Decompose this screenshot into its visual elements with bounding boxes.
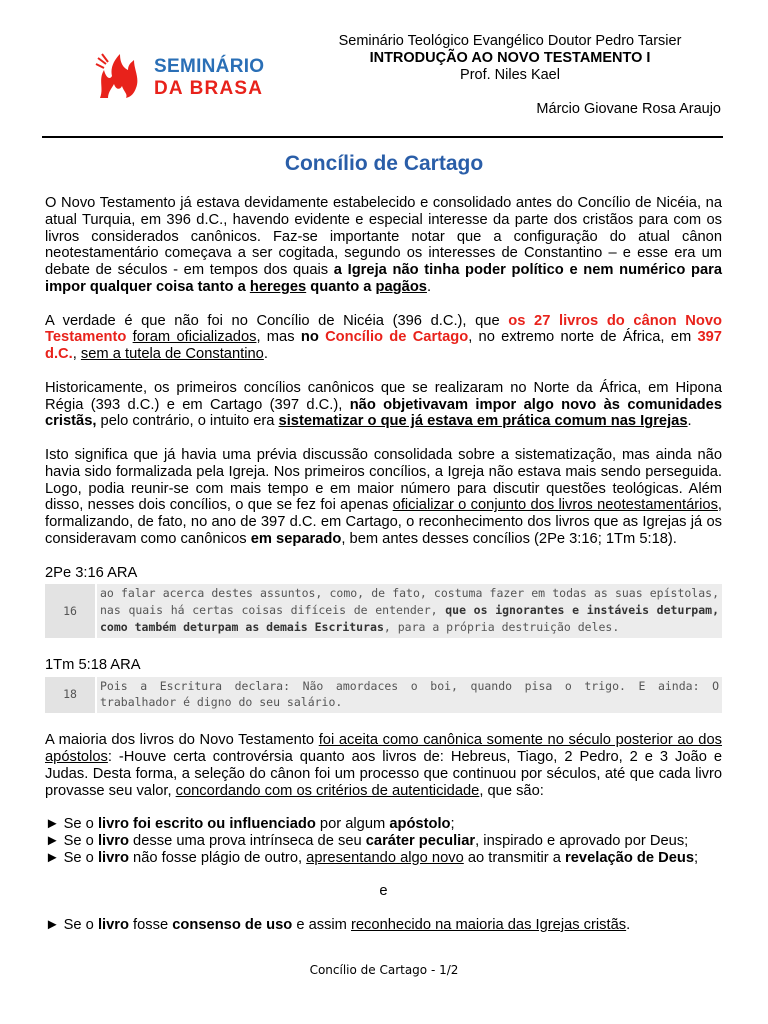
institution-name: Seminário Teológico Evangélico Doutor Pedro Tarsier: [338, 33, 682, 49]
text: sistematizar o que já estava em prática comum nas Igrejas: [278, 413, 688, 430]
text: A verdade é que não foi no Concílio de Nicéia (396 d.C.), que: [45, 312, 509, 329]
text: .: [426, 278, 432, 295]
text: ao falar acerca destes assuntos, como, de fato, costuma fazer em todas as suas epístolas, nas quais há certas coisas difíceis de entender,: [100, 586, 719, 618]
text: , mas: [256, 329, 301, 346]
text: consenso de uso: [172, 916, 293, 933]
criteria-item: [45, 833, 722, 850]
flame-icon: [94, 50, 146, 102]
text: , no extremo norte de África, em: [468, 329, 698, 346]
verse-number: 18: [45, 677, 95, 714]
verse-text: [95, 584, 722, 637]
paragraph-2: [45, 313, 722, 363]
verse-number: 16: [45, 584, 95, 637]
text: caráter peculiar: [365, 832, 476, 849]
text: , para a própria destruição deles.: [383, 619, 620, 634]
author-name: Márcio Giovane Rosa Araujo: [536, 101, 721, 117]
text: foi aceita como canônica somente no século posterior ao dos apóstolos: [45, 732, 722, 765]
text: pelo contrário, o intuito era: [96, 413, 279, 430]
text: Se o: [59, 849, 98, 866]
text: O Novo Testamento já estava devidamente estabelecido e consolidado antes do Concílio de Nicéia, na atual Turquia, em 396 d.C., havendo evidente e especial interesse da parte dos cristãos para com os livros considerados canônicos. Faz-se importante notar que a configuração do atual cânon neotestamentário começava a ser cogitada, segundo os interesses de Constantino – e esse era um debate de séculos - em tempos dos quais: [45, 195, 722, 279]
text: livro foi escrito ou influenciado: [97, 816, 316, 833]
text: ,: [72, 346, 81, 363]
text: apóstolo: [389, 816, 451, 833]
text: ;: [694, 849, 699, 866]
logo-text-line1: SEMINÁRIO: [154, 56, 265, 77]
text: livro: [97, 849, 129, 866]
paragraph-4: [45, 447, 722, 548]
text: pagãos: [375, 278, 427, 295]
text: revelação de Deus: [565, 849, 695, 866]
verse-reference: 2Pe 3:16 ARA: [45, 564, 138, 581]
text: não objetivavam impor algo novo às comunidades cristãs,: [45, 396, 722, 430]
text: os 27 livros do cânon Novo Testamento: [45, 312, 722, 346]
arrow-icon: ►: [45, 832, 60, 849]
text: em separado: [250, 530, 342, 547]
criteria-item: [45, 917, 722, 934]
text: concordando com os critérios de autenticidade: [175, 782, 480, 799]
text: quanto a: [306, 278, 376, 295]
text: livro: [97, 916, 129, 933]
text: oficializar o conjunto dos livros neotestamentários: [392, 497, 718, 514]
seminary-logo: [94, 50, 284, 106]
text: por algum: [315, 816, 390, 833]
text: ao transmitir a: [463, 849, 566, 866]
text: foram oficializados: [132, 329, 257, 346]
page-title: Concílio de Cartago: [284, 152, 484, 175]
separator-letter: e: [379, 883, 388, 900]
logo-text-line2: DA BRASA: [154, 78, 264, 99]
text: , formalizando, de fato, no ano de 397 d.C. em Cartago, o reconhecimento dos livros que as Igrejas já os consideravam como canônicos: [45, 497, 723, 547]
text: fosse: [128, 916, 173, 933]
verse-block: [45, 584, 722, 637]
text: , que são:: [479, 782, 544, 799]
criteria-item: [45, 816, 722, 833]
document-body: [45, 195, 722, 934]
text: A maioria dos livros do Novo Testamento: [45, 732, 319, 749]
text: no: [300, 329, 319, 346]
text: Isto significa que já havia uma prévia discussão consolidada sobre a sistematização, mas ainda não havia sido formalizada pela Igreja. Nos primeiros concílios, a Igreja não estava mais sendo perseguida. Logo, podia reunir-se com mais tempo e em maior número para discutir questões teológicas. Além disso, nesses dois concílios, o que se fez foi apenas: [45, 446, 722, 514]
text: : -Houve certa controvérsia quanto aos livros de: Hebreus, Tiago, 2 Pedro, 2 e 3 João e Judas. Desta forma, a seleção do cânon foi um processo que continuou por séculos, até que cada livro provasse seu valor,: [45, 748, 722, 799]
text: Se o: [59, 816, 98, 833]
page-header: [0, 0, 768, 140]
text: a Igreja não tinha poder político e nem numérico para impor qualquer coisa tanto a: [45, 262, 722, 295]
text: hereges: [249, 278, 307, 295]
header-divider: [42, 136, 723, 138]
text: , bem antes desses concílios (2Pe 3:16; 1Tm 5:18).: [341, 530, 677, 547]
text: Pois a Escritura declara: Não amordaces o boi, quando pisa o trigo. E ainda: O trabalhador é digno do seu salário.: [100, 678, 719, 710]
text: que os ignorantes e instáveis deturpam, como também deturpam as demais Escrituras: [100, 603, 719, 634]
text: ;: [450, 816, 455, 833]
verse-text: [95, 677, 722, 714]
text: .: [687, 413, 692, 430]
arrow-icon: ►: [45, 916, 60, 933]
verse-block: [45, 677, 722, 714]
text: apresentando algo novo: [306, 849, 464, 866]
page-footer: Concílio de Cartago - 1/2: [309, 963, 459, 977]
text: livro: [97, 832, 129, 849]
professor-name: Prof. Niles Kael: [460, 67, 560, 83]
text: sem a tutela de Constantino: [80, 346, 264, 363]
paragraph-3: [45, 380, 722, 430]
verse-reference: 1Tm 5:18 ARA: [45, 656, 141, 673]
paragraph-5: [45, 732, 722, 799]
text: desse uma prova intrínseca de seu: [128, 832, 366, 849]
text: Historicamente, os primeiros concílios canônicos que se realizaram no Norte da África, em Hipona Régia (393 d.C.) e em Cartago (397 d.C.),: [45, 379, 722, 413]
text: não fosse plágio de outro,: [128, 849, 307, 866]
text: e assim: [292, 916, 351, 933]
criteria-item: [45, 850, 722, 867]
text: 397 d.C.: [45, 329, 722, 363]
text: Concílio de Cartago: [325, 329, 469, 346]
paragraph-1: [45, 195, 722, 296]
arrow-icon: ►: [45, 849, 60, 866]
text: .: [263, 346, 268, 363]
text: Se o: [59, 916, 98, 933]
text: .: [626, 916, 631, 933]
arrow-icon: ►: [45, 816, 60, 833]
text: Se o: [59, 832, 98, 849]
text: , inspirado e aprovado por Deus;: [475, 832, 689, 849]
text: reconhecido na maioria das Igrejas cristãs: [351, 916, 627, 933]
course-title: INTRODUÇÃO AO NOVO TESTAMENTO I: [369, 50, 651, 66]
